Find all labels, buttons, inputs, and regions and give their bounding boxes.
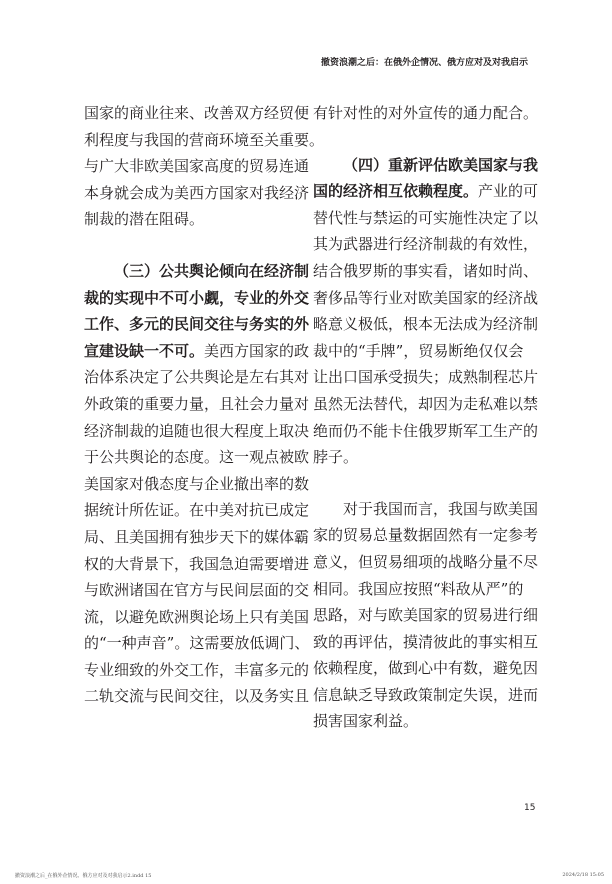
section-heading-4: 国的经济相互依赖程度。 — [313, 182, 479, 201]
section-heading-3: （三）公共舆论倾向在经济制 — [114, 261, 310, 280]
text-line: 美国家对俄态度与企业撤出率的数 — [84, 474, 310, 493]
text-line: 本身就会成为美西方国家对我经济 — [84, 183, 310, 202]
text-line: 对于我国而言，我国与欧美国 — [343, 499, 539, 518]
text-fragment: 美西方国家的政 — [204, 341, 310, 360]
text-line: 专业细致的外交工作，丰富多元的 — [84, 660, 310, 679]
section-heading-4: （四）重新评估欧美国家与我 — [343, 155, 539, 174]
text-line: 外政策的重要力量，且社会力量对 — [84, 394, 310, 413]
text-line: 与欧洲诸国在官方与民间层面的交 — [84, 581, 310, 600]
left-column — [84, 100, 325, 722]
paragraph-coordination — [313, 100, 539, 127]
text-line: 结合俄罗斯的事实看，诸如时尚、 — [313, 261, 539, 280]
text-line: 有针对性的对外宣传的通力配合。 — [313, 104, 539, 122]
page-number: 15 — [524, 803, 536, 813]
paragraph-trade-connectivity — [84, 100, 325, 233]
paragraph-public-opinion — [84, 258, 310, 710]
text-line: 脖子。 — [313, 448, 359, 467]
section-heading-3: 工作、多元的民间交往与务实的外 — [84, 315, 310, 334]
text-line: 权的大背景下，我国急迫需要增进 — [84, 554, 310, 573]
text-line: 思路，对与欧美国家的贸易进行细 — [313, 606, 539, 625]
text-line: 损害国家利益。 — [313, 712, 419, 731]
section-heading-3: 裁的实现中不可小觑，专业的外交 — [84, 288, 310, 307]
text-line — [313, 178, 539, 205]
section-heading-3: 宣建设缺一不可。 — [84, 341, 205, 360]
text-line: 与广大非欧美国家高度的贸易连通 — [84, 157, 310, 176]
text-line: 家的贸易总量数据固然有一定参考 — [313, 526, 539, 545]
print-slug-file: 撤资浪潮之后_在俄外企情况、俄方应对及对我启示2.indd 15 — [15, 873, 152, 879]
text-line: 据统计所佐证。在中美对抗已成定 — [84, 501, 310, 520]
paragraph-china-assessment — [313, 496, 539, 735]
text-line: 依赖程度，做到心中有数，避免因 — [313, 659, 539, 678]
text-line: 信息缺乏导致政策制定失误，进而 — [313, 685, 539, 704]
text-line: 奢侈品等行业对欧美国家的经济战 — [313, 288, 539, 307]
text-line: 治体系决定了公共舆论是左右其对 — [84, 368, 310, 387]
text-line: 于公共舆论的态度。这一观点被欧 — [84, 448, 310, 467]
text-line: 略意义极低，根本无法成为经济制 — [313, 315, 539, 334]
print-slug-datetime: 2024/2/18 15:05 — [562, 872, 604, 878]
text-line: 利程度与我国的营商环境至关重要。 — [84, 130, 325, 149]
text-line: 二轨交流与民间交往，以及务实且 — [84, 687, 310, 706]
text-line: 其为武器进行经济制裁的有效性， — [313, 235, 539, 254]
text-line: 的“一种声音”。这需要放低调门、 — [84, 634, 310, 653]
text-line: 致的再评估，摸清彼此的事实相互 — [313, 632, 539, 651]
text-line: 国家的商业往来、改善双方经贸便 — [84, 104, 310, 122]
text-fragment: 产业的可 — [478, 182, 539, 201]
text-line: 意义，但贸易细项的战略分量不尽 — [313, 552, 539, 571]
text-line — [84, 338, 310, 365]
text-line: 虽然无法替代，却因为走私难以禁 — [313, 394, 539, 413]
text-line: 制裁的潜在阻碍。 — [84, 210, 205, 229]
text-line: 相同。我国应按照“料敌从严”的 — [313, 579, 524, 598]
text-line: 裁中的“手牌”，贸易断绝仅仅会 — [313, 341, 524, 360]
paragraph-interdependence — [313, 152, 539, 471]
right-column — [313, 100, 539, 747]
text-line: 替代性与禁运的可实施性决定了以 — [313, 208, 539, 227]
text-line: 流，以避免欧洲舆论场上只有美国 — [84, 607, 310, 626]
text-line: 让出口国承受损失；成熟制程芯片 — [313, 368, 539, 387]
text-line: 绝而仍不能卡住俄罗斯军工生产的 — [313, 421, 539, 440]
text-line: 局、且美国拥有独步天下的媒体霸 — [84, 527, 310, 546]
text-line: 经济制裁的追随也很大程度上取决 — [84, 421, 310, 440]
running-header: 撤资浪潮之后：在俄外企情况、俄方应对及对我启示 — [320, 58, 528, 68]
